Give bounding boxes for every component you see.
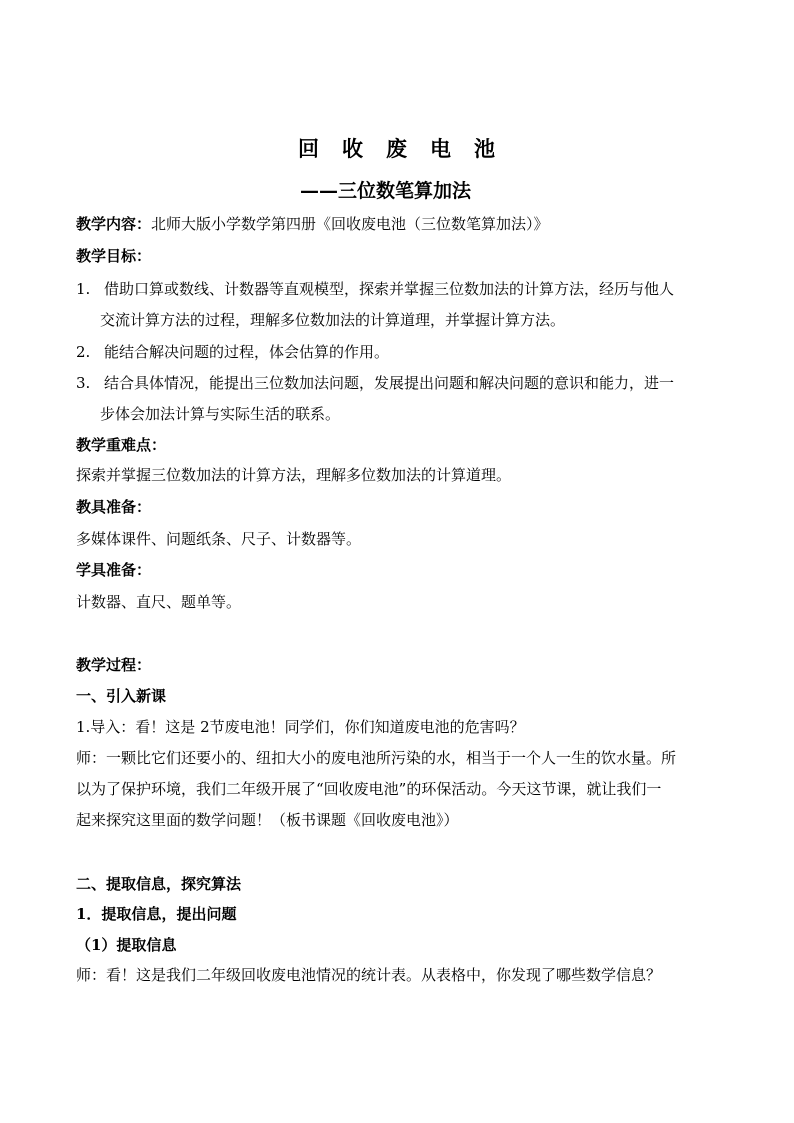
key-points-text: 探索并掌握三位数加法的计算方法，理解多位数加法的计算道理。: [76, 466, 512, 484]
key-points-heading: 教学重难点：: [76, 436, 167, 454]
page-title: 回 收 废 电 池: [298, 136, 496, 161]
goals-heading: 教学目标：: [76, 247, 152, 265]
section-2-subheading: 1．提取信息，提出问题: [76, 905, 237, 923]
section-2-heading: 二、提取信息，探究算法: [76, 875, 242, 893]
goal-item-3: [76, 372, 726, 394]
goal-text: 能结合解决问题的过程，体会估算的作用。: [104, 343, 390, 361]
goal-item-2: [76, 341, 726, 363]
goal-text: 结合具体情况，能提出三位数加法问题，发展提出问题和解决问题的意识和能力，进一: [104, 374, 675, 392]
goal-item-3-continued: 步体会加法计算与实际生活的联系。: [100, 405, 341, 423]
page-subtitle: ——三位数笔算加法: [300, 180, 472, 202]
section-1-paragraph-line: 起来探究这里面的数学问题！（板书课题《回收废电池》）: [76, 811, 459, 829]
goal-text: 借助口算或数线、计数器等直观模型，探索并掌握三位数加法的计算方法，经历与他人: [104, 280, 675, 298]
goal-item-1: [76, 278, 726, 300]
teacher-tools-text: 多媒体课件、问题纸条、尺子、计数器等。: [76, 530, 362, 548]
student-tools-text: 计数器、直尺、题单等。: [76, 593, 242, 611]
teaching-content: [76, 213, 726, 235]
teaching-content-text: 北师大版小学数学第四册《回收废电池（三位数笔算加法）》: [151, 215, 549, 233]
goal-number: 2.: [76, 343, 91, 361]
section-1-heading: 一、引入新课: [76, 687, 167, 705]
teacher-tools-heading: 教具准备：: [76, 498, 152, 516]
section-2-paragraph-line: 师：看！这是我们二年级回收废电池情况的统计表。从表格中，你发现了哪些数学信息？: [76, 966, 662, 984]
section-2-subsubheading: （1）提取信息: [76, 936, 177, 954]
section-1-paragraph-line: 1.导入：看！这是 2节废电池！同学们，你们知道废电池的危害吗？: [76, 718, 525, 736]
goal-item-1-continued: 交流计算方法的过程，理解多位数加法的计算道理，并掌握计算方法。: [100, 311, 566, 329]
section-1-paragraph-line: 师：一颗比它们还要小的、纽扣大小的废电池所污染的水，相当于一个人一生的饮水量。所: [76, 749, 677, 767]
teaching-content-label: 教学内容：: [76, 215, 152, 233]
student-tools-heading: 学具准备：: [76, 561, 152, 579]
goal-number: 3.: [76, 374, 91, 392]
process-heading: 教学过程：: [76, 656, 152, 674]
section-1-paragraph-line: 以为了保护环境，我们二年级开展了“回收废电池”的环保活动。今天这节课，就让我们一: [76, 780, 662, 798]
goal-number: 1.: [76, 280, 91, 298]
